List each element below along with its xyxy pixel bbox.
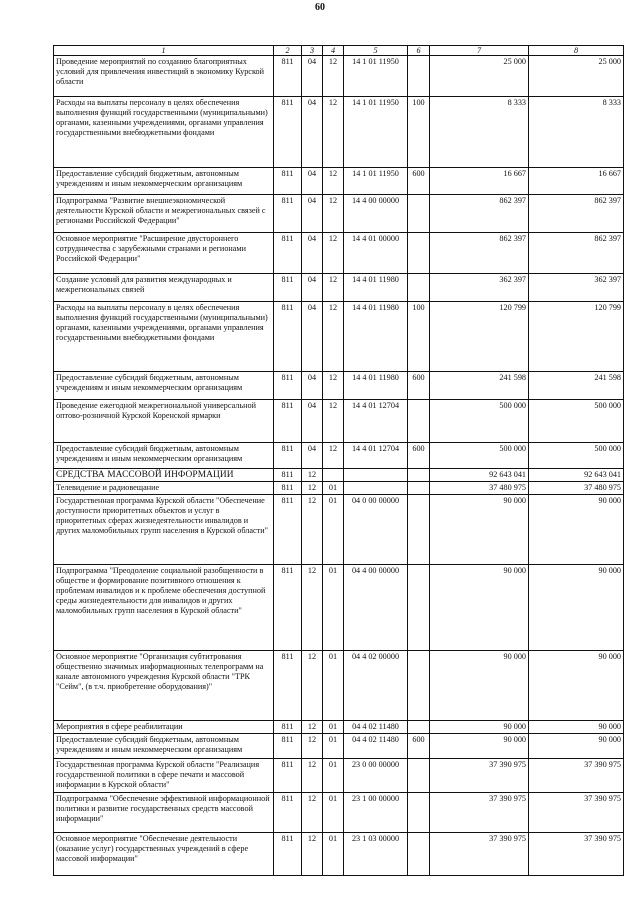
table-row [54, 443, 624, 469]
table-row [54, 734, 624, 759]
cell-section: 12 [302, 734, 323, 759]
cell-amount-1: 90 000 [430, 721, 529, 734]
cell-section: 04 [302, 274, 323, 302]
cell-target: 14 4 01 12704 [344, 400, 408, 443]
cell-name: Проведение мероприятий по созданию благоприятных условий для привлечения инвестиций в экономику Курской области [54, 56, 274, 97]
cell-name: Подпрограмма "Преодоление социальной разобщенности в обществе и формирование позитивного отношения к проблемам инвалидов и к проблеме обеспечения доступной среды жизнедеятельности для инвалидов и других маломобильных групп населения в Курской области" [54, 565, 274, 651]
cell-subsection: 12 [323, 56, 344, 97]
cell-subsection: 01 [323, 721, 344, 734]
cell-target: 04 4 02 00000 [344, 651, 408, 721]
cell-amount-2: 241 598 [529, 372, 624, 400]
cell-name: Основное мероприятие "Организация субтитрования общественно значимых информационных телепрограмм на канале автономного учреждения Курской области "ТРК "Сейм", (в т.ч. приобретение оборудования)" [54, 651, 274, 721]
cell-kind: 600 [408, 443, 430, 469]
cell-name: Предоставление субсидий бюджетным, автономным учреждениям и иным некоммерческим организациям [54, 168, 274, 195]
cell-ministry: 811 [274, 233, 302, 274]
cell-name: Телевидение и радиовещание [54, 482, 274, 495]
cell-amount-1: 241 598 [430, 372, 529, 400]
cell-amount-1: 500 000 [430, 400, 529, 443]
cell-section: 04 [302, 168, 323, 195]
cell-subsection: 12 [323, 302, 344, 372]
cell-target: 23 1 00 00000 [344, 793, 408, 833]
cell-section: 04 [302, 195, 323, 233]
cell-ministry: 811 [274, 651, 302, 721]
cell-ministry: 811 [274, 565, 302, 651]
cell-name: Проведение ежегодной межрегиональной универсальной оптово-розничной Курской Коренской ярмарки [54, 400, 274, 443]
cell-subsection: 12 [323, 97, 344, 168]
cell-kind: 600 [408, 168, 430, 195]
cell-section: 04 [302, 97, 323, 168]
cell-section: 12 [302, 482, 323, 495]
cell-ministry: 811 [274, 833, 302, 876]
cell-kind [408, 495, 430, 565]
cell-ministry: 811 [274, 721, 302, 734]
cell-name: Подпрограмма "Развитие внешнеэкономической деятельности Курской области и межрегиональных связей с регионами Российской Федерации" [54, 195, 274, 233]
cell-section: 12 [302, 565, 323, 651]
cell-target: 23 0 00 00000 [344, 759, 408, 793]
cell-ministry: 811 [274, 195, 302, 233]
cell-ministry: 811 [274, 302, 302, 372]
cell-ministry: 811 [274, 372, 302, 400]
cell-section: 04 [302, 372, 323, 400]
cell-target: 14 4 01 11980 [344, 372, 408, 400]
cell-kind [408, 651, 430, 721]
cell-section: 04 [302, 443, 323, 469]
cell-kind [408, 759, 430, 793]
table-row [54, 759, 624, 793]
cell-subsection [323, 469, 344, 482]
cell-name: Основное мероприятие "Расширение двустороннего сотрудничества с зарубежными странами и регионами Российской Федерации" [54, 233, 274, 274]
cell-amount-2: 862 397 [529, 233, 624, 274]
cell-amount-2: 16 667 [529, 168, 624, 195]
cell-ministry: 811 [274, 274, 302, 302]
cell-amount-2: 92 643 041 [529, 469, 624, 482]
cell-name: Основное мероприятие "Обеспечение деятельности (оказание услуг) государственных учреждений в сфере массовой информации" [54, 833, 274, 876]
budget-table [53, 45, 624, 876]
cell-subsection: 12 [323, 372, 344, 400]
cell-section: 12 [302, 469, 323, 482]
page-number: 60 [315, 2, 325, 13]
cell-subsection: 12 [323, 233, 344, 274]
cell-name: Предоставление субсидий бюджетным, автономным учреждениям и иным некоммерческим организациям [54, 372, 274, 400]
cell-ministry: 811 [274, 482, 302, 495]
cell-amount-2: 25 000 [529, 56, 624, 97]
cell-amount-1: 37 390 975 [430, 793, 529, 833]
cell-target [344, 482, 408, 495]
cell-target: 04 4 02 11480 [344, 721, 408, 734]
cell-section: 04 [302, 400, 323, 443]
cell-ministry: 811 [274, 443, 302, 469]
cell-target: 14 1 01 11950 [344, 97, 408, 168]
cell-name: Предоставление субсидий бюджетным, автономным учреждениям и иным некоммерческим организациям [54, 734, 274, 759]
cell-ministry: 811 [274, 793, 302, 833]
cell-target: 23 1 03 00000 [344, 833, 408, 876]
cell-subsection: 01 [323, 734, 344, 759]
cell-ministry: 811 [274, 56, 302, 97]
cell-kind [408, 833, 430, 876]
cell-name: Государственная программа Курской области "Обеспечение доступности приоритетных объектов и услуг в приоритетных сферах жизнедеятельности инвалидов и других маломобильных групп населения в Курской области" [54, 495, 274, 565]
table-row [54, 482, 624, 495]
cell-amount-1: 90 000 [430, 565, 529, 651]
cell-amount-2: 862 397 [529, 195, 624, 233]
cell-ministry: 811 [274, 469, 302, 482]
cell-kind [408, 400, 430, 443]
cell-kind [408, 721, 430, 734]
cell-kind [408, 482, 430, 495]
cell-amount-2: 90 000 [529, 495, 624, 565]
cell-subsection: 01 [323, 833, 344, 876]
cell-section: 12 [302, 833, 323, 876]
table-row [54, 400, 624, 443]
cell-amount-1: 92 643 041 [430, 469, 529, 482]
cell-amount-2: 90 000 [529, 651, 624, 721]
cell-amount-2: 90 000 [529, 721, 624, 734]
table-row [54, 833, 624, 876]
table-row [54, 302, 624, 372]
column-number: 8 [529, 46, 624, 56]
cell-subsection: 01 [323, 495, 344, 565]
column-number: 5 [344, 46, 408, 56]
column-number: 2 [274, 46, 302, 56]
cell-amount-2: 37 390 975 [529, 759, 624, 793]
cell-ministry: 811 [274, 495, 302, 565]
cell-section: 12 [302, 793, 323, 833]
cell-amount-2: 500 000 [529, 400, 624, 443]
cell-subsection: 12 [323, 195, 344, 233]
cell-amount-1: 25 000 [430, 56, 529, 97]
cell-name: Расходы на выплаты персоналу в целях обеспечения выполнения функций государственными (муниципальными) органами, казенными учреждениями, органами управления государственными внебюджетными фондами [54, 302, 274, 372]
cell-amount-2: 37 390 975 [529, 833, 624, 876]
cell-target: 14 4 01 12704 [344, 443, 408, 469]
table-row [54, 565, 624, 651]
cell-section: 12 [302, 721, 323, 734]
cell-name: Государственная программа Курской области "Реализация государственной политики в сфере печати и массовой информации в Курской области" [54, 759, 274, 793]
cell-target: 14 4 01 11980 [344, 302, 408, 372]
cell-amount-2: 90 000 [529, 565, 624, 651]
cell-subsection: 01 [323, 651, 344, 721]
cell-kind: 100 [408, 97, 430, 168]
column-number-row [54, 46, 624, 56]
cell-subsection: 01 [323, 482, 344, 495]
cell-name: СРЕДСТВА МАССОВОЙ ИНФОРМАЦИИ [54, 469, 274, 482]
cell-amount-2: 37 480 975 [529, 482, 624, 495]
cell-subsection: 01 [323, 759, 344, 793]
cell-ministry: 811 [274, 400, 302, 443]
cell-name: Предоставление субсидий бюджетным, автономным учреждениям и иным некоммерческим организациям [54, 443, 274, 469]
cell-name: Подпрограмма "Обеспечение эффективной информационной политики и развитие государственных средств массовой информации" [54, 793, 274, 833]
cell-amount-1: 90 000 [430, 734, 529, 759]
table-row [54, 469, 624, 482]
cell-amount-1: 120 799 [430, 302, 529, 372]
cell-target: 04 0 00 00000 [344, 495, 408, 565]
cell-amount-1: 862 397 [430, 233, 529, 274]
cell-amount-1: 8 333 [430, 97, 529, 168]
cell-kind [408, 565, 430, 651]
cell-subsection: 01 [323, 793, 344, 833]
cell-name: Расходы на выплаты персоналу в целях обеспечения выполнения функций государственными (муниципальными) органами, казенными учреждениями, органами управления государственными внебюджетными фондами [54, 97, 274, 168]
cell-target: 14 1 01 11950 [344, 168, 408, 195]
column-number: 4 [323, 46, 344, 56]
cell-amount-1: 90 000 [430, 495, 529, 565]
table-row [54, 168, 624, 195]
cell-section: 12 [302, 651, 323, 721]
cell-name: Мероприятия в сфере реабилитации [54, 721, 274, 734]
table-row [54, 195, 624, 233]
cell-amount-1: 90 000 [430, 651, 529, 721]
cell-subsection: 12 [323, 443, 344, 469]
table-row [54, 97, 624, 168]
cell-target: 14 4 01 00000 [344, 233, 408, 274]
cell-name: Создание условий для развития международных и межрегиональных связей [54, 274, 274, 302]
cell-kind [408, 233, 430, 274]
cell-amount-1: 500 000 [430, 443, 529, 469]
cell-kind: 600 [408, 734, 430, 759]
cell-amount-2: 37 390 975 [529, 793, 624, 833]
cell-target: 14 1 01 11950 [344, 56, 408, 97]
table-row [54, 274, 624, 302]
cell-subsection: 12 [323, 168, 344, 195]
table-row [54, 233, 624, 274]
cell-kind [408, 56, 430, 97]
cell-target: 04 4 00 00000 [344, 565, 408, 651]
table-row [54, 56, 624, 97]
column-number: 6 [408, 46, 430, 56]
table-row [54, 495, 624, 565]
cell-target: 14 4 01 11980 [344, 274, 408, 302]
cell-kind [408, 195, 430, 233]
cell-target: 04 4 02 11480 [344, 734, 408, 759]
cell-amount-1: 37 390 975 [430, 833, 529, 876]
column-number: 3 [302, 46, 323, 56]
column-number: 1 [54, 46, 274, 56]
cell-amount-2: 120 799 [529, 302, 624, 372]
cell-subsection: 12 [323, 400, 344, 443]
cell-kind: 100 [408, 302, 430, 372]
cell-ministry: 811 [274, 759, 302, 793]
cell-target [344, 469, 408, 482]
cell-amount-1: 37 480 975 [430, 482, 529, 495]
table-row [54, 793, 624, 833]
cell-ministry: 811 [274, 97, 302, 168]
cell-ministry: 811 [274, 168, 302, 195]
cell-amount-2: 362 397 [529, 274, 624, 302]
cell-subsection: 01 [323, 565, 344, 651]
cell-amount-2: 90 000 [529, 734, 624, 759]
cell-amount-1: 37 390 975 [430, 759, 529, 793]
cell-kind [408, 274, 430, 302]
cell-amount-1: 862 397 [430, 195, 529, 233]
cell-ministry: 811 [274, 734, 302, 759]
cell-kind [408, 469, 430, 482]
cell-section: 04 [302, 302, 323, 372]
table-row [54, 721, 624, 734]
cell-section: 04 [302, 56, 323, 97]
cell-kind: 600 [408, 372, 430, 400]
cell-kind [408, 793, 430, 833]
cell-section: 12 [302, 759, 323, 793]
cell-amount-1: 16 667 [430, 168, 529, 195]
cell-amount-1: 362 397 [430, 274, 529, 302]
cell-section: 12 [302, 495, 323, 565]
cell-section: 04 [302, 233, 323, 274]
column-number: 7 [430, 46, 529, 56]
cell-amount-2: 500 000 [529, 443, 624, 469]
cell-target: 14 4 00 00000 [344, 195, 408, 233]
cell-subsection: 12 [323, 274, 344, 302]
table-row [54, 651, 624, 721]
cell-amount-2: 8 333 [529, 97, 624, 168]
table-row [54, 372, 624, 400]
